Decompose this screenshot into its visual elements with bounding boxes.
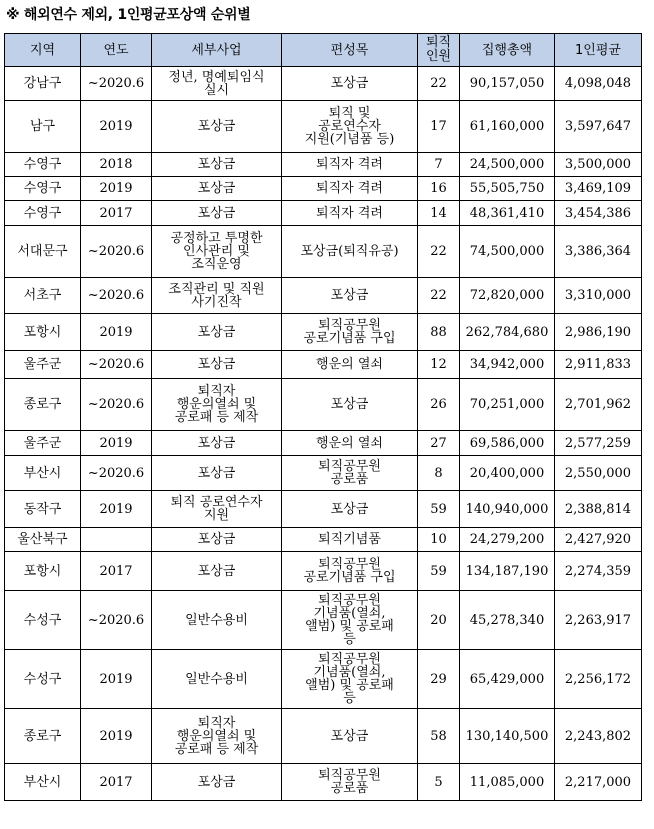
cell-project: 포상금	[152, 314, 282, 351]
table-row	[5, 528, 642, 552]
table-row	[5, 491, 642, 528]
cell-total-amount: 262,784,680	[460, 314, 555, 351]
cell-per-person-avg: 2,911,833	[555, 351, 642, 379]
page-title: ※ 해외연수 제외, 1인평균포상액 순위별	[6, 7, 251, 23]
cell-total-amount: 55,505,750	[460, 177, 555, 201]
table-header-row	[5, 34, 642, 67]
cell-project: 포상금	[152, 153, 282, 177]
cell-budget-item: 퇴직자 격려	[282, 153, 418, 177]
cell-per-person-avg: 2,427,920	[555, 528, 642, 552]
cell-budget-item: 포상금	[282, 491, 418, 528]
cell-region: 수영구	[5, 177, 81, 201]
table-row	[5, 314, 642, 351]
cell-year: 2019	[81, 431, 152, 456]
cell-total-amount: 34,942,000	[460, 351, 555, 379]
cell-project: 포상금	[152, 528, 282, 552]
table-row	[5, 552, 642, 591]
cell-year: 2019	[81, 491, 152, 528]
cell-total-amount: 134,187,190	[460, 552, 555, 591]
cell-per-person-avg: 2,274,359	[555, 552, 642, 591]
cell-budget-item: 행운의 열쇠	[282, 431, 418, 456]
cell-project: 퇴직 공로연수자 지원	[152, 491, 282, 528]
cell-year: 2018	[81, 153, 152, 177]
cell-region: 남구	[5, 101, 81, 153]
cell-region: 수성구	[5, 650, 81, 709]
table-row	[5, 709, 642, 764]
cell-budget-item: 행운의 열쇠	[282, 351, 418, 379]
cell-project: 정년, 명예퇴임식 실시	[152, 67, 282, 101]
cell-region: 강남구	[5, 67, 81, 101]
cell-retiree-count: 17	[418, 101, 460, 153]
cell-budget-item: 포상금	[282, 67, 418, 101]
cell-region: 동작구	[5, 491, 81, 528]
table-row	[5, 278, 642, 314]
cell-total-amount: 48,361,410	[460, 201, 555, 226]
cell-per-person-avg: 2,550,000	[555, 456, 642, 491]
cell-year: 2017	[81, 552, 152, 591]
cell-budget-item: 포상금(퇴직유공)	[282, 226, 418, 278]
cell-project: 포상금	[152, 552, 282, 591]
header-budget-item: 편성목	[282, 34, 418, 67]
cell-retiree-count: 14	[418, 201, 460, 226]
cell-project: 포상금	[152, 201, 282, 226]
cell-project: 조직관리 및 직원 사기진작	[152, 278, 282, 314]
cell-region: 울주군	[5, 351, 81, 379]
table-row	[5, 67, 642, 101]
cell-retiree-count: 20	[418, 591, 460, 650]
table-row	[5, 379, 642, 431]
cell-retiree-count: 22	[418, 67, 460, 101]
cell-year: 2017	[81, 764, 152, 801]
cell-year: ~2020.6	[81, 591, 152, 650]
cell-per-person-avg: 3,500,000	[555, 153, 642, 177]
cell-budget-item: 포상금	[282, 709, 418, 764]
table-row	[5, 226, 642, 278]
cell-project: 공정하고 투명한 인사관리 및 조직운영	[152, 226, 282, 278]
award-ranking-table	[4, 33, 642, 801]
cell-total-amount: 90,157,050	[460, 67, 555, 101]
header-year: 연도	[81, 34, 152, 67]
cell-retiree-count: 29	[418, 650, 460, 709]
cell-budget-item: 퇴직공무원 기념품(열쇠, 앨범) 및 공로패 등	[282, 591, 418, 650]
cell-budget-item: 퇴직자 격려	[282, 177, 418, 201]
cell-region: 부산시	[5, 456, 81, 491]
table-row	[5, 177, 642, 201]
cell-budget-item: 포상금	[282, 379, 418, 431]
cell-project: 포상금	[152, 764, 282, 801]
cell-retiree-count: 8	[418, 456, 460, 491]
table-row	[5, 201, 642, 226]
table-row	[5, 431, 642, 456]
table-row	[5, 101, 642, 153]
cell-total-amount: 24,500,000	[460, 153, 555, 177]
cell-total-amount: 61,160,000	[460, 101, 555, 153]
cell-retiree-count: 26	[418, 379, 460, 431]
cell-region: 종로구	[5, 379, 81, 431]
cell-project: 퇴직자 행운의열쇠 및 공로패 등 제작	[152, 709, 282, 764]
cell-region: 포항시	[5, 314, 81, 351]
cell-retiree-count: 5	[418, 764, 460, 801]
cell-budget-item: 퇴직기념품	[282, 528, 418, 552]
cell-year: 2019	[81, 177, 152, 201]
cell-retiree-count: 16	[418, 177, 460, 201]
cell-total-amount: 130,140,500	[460, 709, 555, 764]
table-row	[5, 591, 642, 650]
cell-per-person-avg: 2,243,802	[555, 709, 642, 764]
cell-per-person-avg: 2,986,190	[555, 314, 642, 351]
cell-budget-item: 퇴직자 격려	[282, 201, 418, 226]
table-row	[5, 650, 642, 709]
cell-retiree-count: 27	[418, 431, 460, 456]
cell-region: 부산시	[5, 764, 81, 801]
cell-per-person-avg: 4,098,048	[555, 67, 642, 101]
cell-project: 포상금	[152, 101, 282, 153]
cell-total-amount: 20,400,000	[460, 456, 555, 491]
cell-region: 울산북구	[5, 528, 81, 552]
cell-per-person-avg: 2,263,917	[555, 591, 642, 650]
cell-per-person-avg: 2,256,172	[555, 650, 642, 709]
cell-project: 포상금	[152, 351, 282, 379]
table-row	[5, 456, 642, 491]
cell-region: 포항시	[5, 552, 81, 591]
cell-retiree-count: 12	[418, 351, 460, 379]
cell-retiree-count: 59	[418, 491, 460, 528]
cell-per-person-avg: 3,454,386	[555, 201, 642, 226]
cell-retiree-count: 7	[418, 153, 460, 177]
cell-per-person-avg: 3,386,364	[555, 226, 642, 278]
cell-per-person-avg: 2,217,000	[555, 764, 642, 801]
cell-region: 서대문구	[5, 226, 81, 278]
cell-region: 수성구	[5, 591, 81, 650]
cell-budget-item: 퇴직 및 공로연수자 지원(기념품 등)	[282, 101, 418, 153]
table-row	[5, 764, 642, 801]
cell-project: 포상금	[152, 177, 282, 201]
cell-project: 포상금	[152, 456, 282, 491]
cell-per-person-avg: 3,469,109	[555, 177, 642, 201]
table-body	[5, 67, 642, 801]
table-row	[5, 153, 642, 177]
cell-per-person-avg: 3,597,647	[555, 101, 642, 153]
cell-year: ~2020.6	[81, 456, 152, 491]
cell-year: 2019	[81, 314, 152, 351]
header-region: 지역	[5, 34, 81, 67]
cell-year: 2019	[81, 650, 152, 709]
header-retiree-count: 퇴직 인원	[418, 34, 460, 67]
cell-region: 수영구	[5, 153, 81, 177]
cell-year: ~2020.6	[81, 67, 152, 101]
cell-region: 서초구	[5, 278, 81, 314]
cell-per-person-avg: 3,310,000	[555, 278, 642, 314]
cell-retiree-count: 88	[418, 314, 460, 351]
cell-retiree-count: 58	[418, 709, 460, 764]
cell-per-person-avg: 2,388,814	[555, 491, 642, 528]
cell-year: ~2020.6	[81, 351, 152, 379]
cell-year: ~2020.6	[81, 379, 152, 431]
cell-retiree-count: 10	[418, 528, 460, 552]
cell-budget-item: 퇴직공무원 공로기념품 구입	[282, 314, 418, 351]
cell-total-amount: 70,251,000	[460, 379, 555, 431]
header-per-person-avg: 1인평균	[555, 34, 642, 67]
cell-total-amount: 140,940,000	[460, 491, 555, 528]
cell-year: 2017	[81, 201, 152, 226]
cell-region: 수영구	[5, 201, 81, 226]
cell-budget-item: 포상금	[282, 278, 418, 314]
cell-budget-item: 퇴직공무원 기념품(열쇠, 앨범) 및 공로패 등	[282, 650, 418, 709]
table-row	[5, 351, 642, 379]
cell-year: ~2020.6	[81, 226, 152, 278]
cell-budget-item: 퇴직공무원 공로품	[282, 456, 418, 491]
cell-total-amount: 45,278,340	[460, 591, 555, 650]
cell-project: 일반수용비	[152, 591, 282, 650]
cell-year	[81, 528, 152, 552]
cell-total-amount: 72,820,000	[460, 278, 555, 314]
cell-year: ~2020.6	[81, 278, 152, 314]
cell-total-amount: 65,429,000	[460, 650, 555, 709]
cell-retiree-count: 22	[418, 278, 460, 314]
cell-budget-item: 퇴직공무원 공로기념품 구입	[282, 552, 418, 591]
cell-year: 2019	[81, 709, 152, 764]
cell-retiree-count: 22	[418, 226, 460, 278]
cell-retiree-count: 59	[418, 552, 460, 591]
cell-per-person-avg: 2,577,259	[555, 431, 642, 456]
cell-region: 종로구	[5, 709, 81, 764]
cell-budget-item: 퇴직공무원 공로품	[282, 764, 418, 801]
cell-total-amount: 69,586,000	[460, 431, 555, 456]
cell-project: 일반수용비	[152, 650, 282, 709]
cell-total-amount: 74,500,000	[460, 226, 555, 278]
cell-total-amount: 11,085,000	[460, 764, 555, 801]
header-total-amount: 집행총액	[460, 34, 555, 67]
cell-region: 울주군	[5, 431, 81, 456]
cell-per-person-avg: 2,701,962	[555, 379, 642, 431]
cell-project: 퇴직자 행운의열쇠 및 공로패 등 제작	[152, 379, 282, 431]
header-project: 세부사업	[152, 34, 282, 67]
cell-year: 2019	[81, 101, 152, 153]
cell-total-amount: 24,279,200	[460, 528, 555, 552]
cell-project: 포상금	[152, 431, 282, 456]
